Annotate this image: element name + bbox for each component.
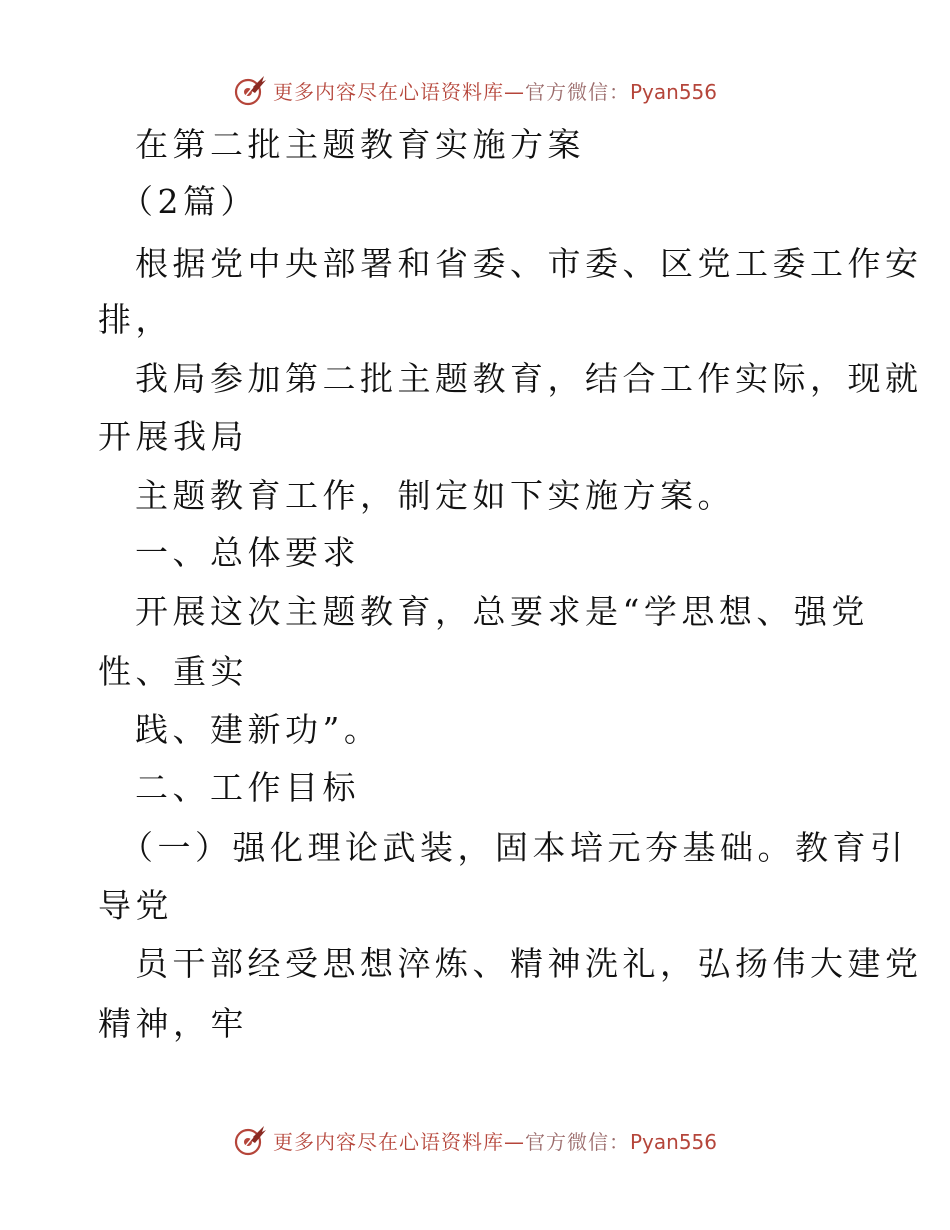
paragraph-line: 根据党中央部署和省委、市委、区党工委工作安 <box>135 244 923 283</box>
section-heading: 一、总体要求 <box>135 533 360 572</box>
paragraph-line: 排， <box>98 300 173 339</box>
quill-pen-logo-icon <box>233 73 267 107</box>
quill-pen-logo-icon <box>233 1123 267 1157</box>
document-subtitle: （2篇） <box>120 182 258 221</box>
footer-banner <box>0 1120 950 1160</box>
banner-text: 更多内容尽在心语资料库—官方微信：Pyan556 <box>272 1129 717 1154</box>
paragraph-line: 导党 <box>98 886 173 925</box>
paragraph-line: 主题教育工作，制定如下实施方案。 <box>135 476 735 515</box>
section-heading: 二、工作目标 <box>135 768 360 807</box>
paragraph-line: 开展我局 <box>98 417 248 456</box>
paragraph-line: 开展这次主题教育，总要求是“学思想、强党 <box>135 592 869 631</box>
paragraph-line: （一）强化理论武装，固本培元夯基础。教育引 <box>120 828 908 867</box>
paragraph-line: 员干部经受思想淬炼、精神洗礼，弘扬伟大建党 <box>135 944 923 983</box>
banner-text: 更多内容尽在心语资料库—官方微信：Pyan556 <box>272 79 717 104</box>
header-banner <box>0 70 950 110</box>
document-title: 在第二批主题教育实施方案 <box>135 125 585 164</box>
paragraph-line: 精神，牢 <box>98 1004 248 1043</box>
paragraph-line: 性、重实 <box>98 652 248 691</box>
paragraph-line: 我局参加第二批主题教育，结合工作实际，现就 <box>135 359 923 398</box>
paragraph-line: 践、建新功”。 <box>135 710 382 749</box>
